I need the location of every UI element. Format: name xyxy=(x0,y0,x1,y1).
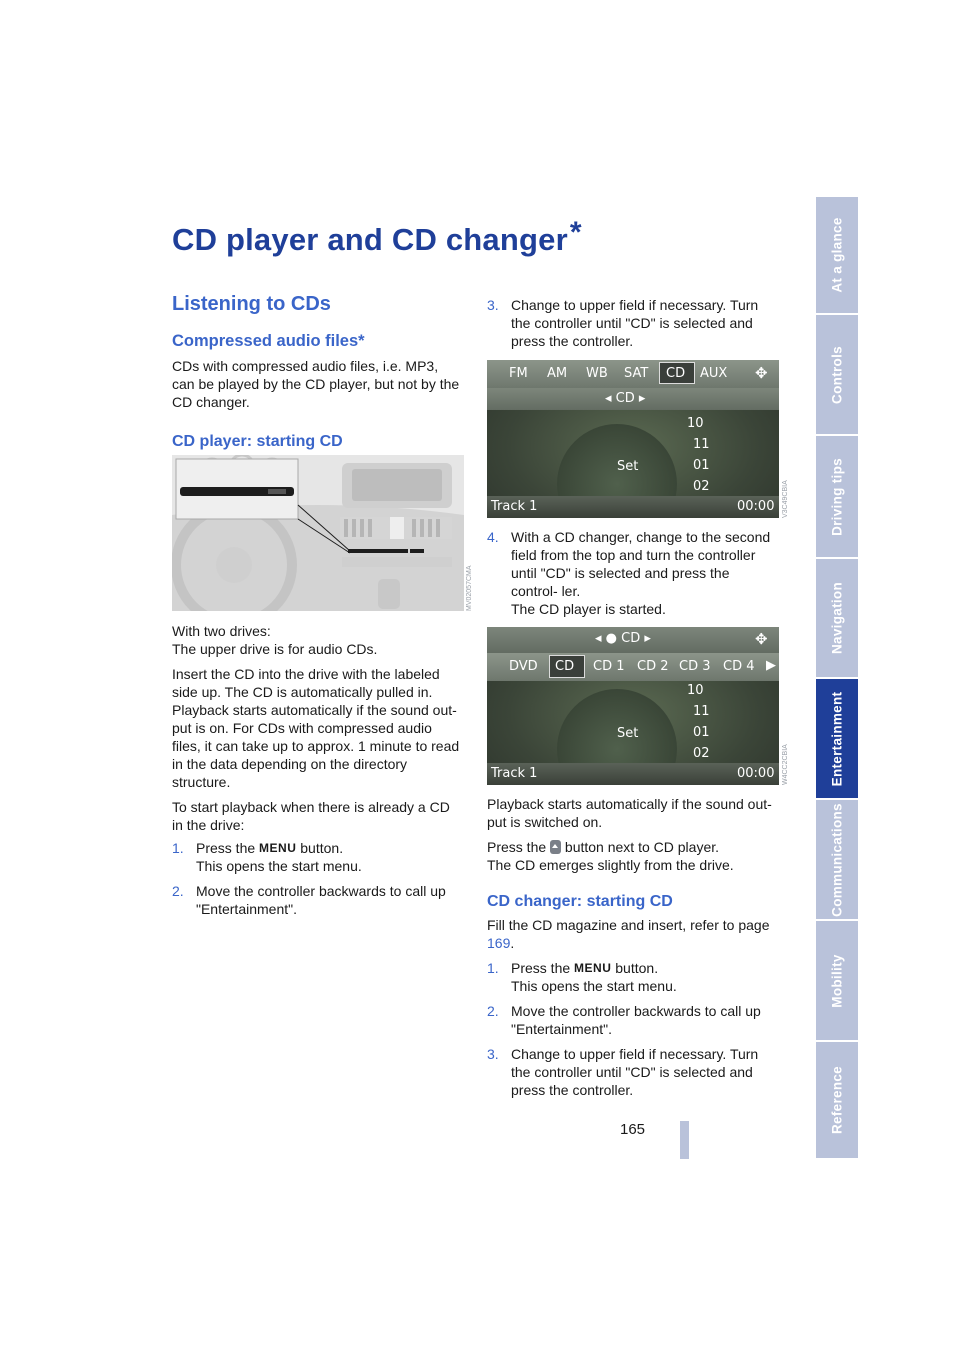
side-tab-index xyxy=(816,197,858,1160)
page-marker xyxy=(680,1121,689,1159)
side-tab-label: Navigation xyxy=(829,581,845,655)
set-label: Set xyxy=(617,459,639,474)
side-tab-controls[interactable] xyxy=(816,315,858,436)
nav-cd: ◂ ● CD ▸ xyxy=(595,631,651,646)
side-tab-communications[interactable] xyxy=(816,800,858,921)
paragraph-two-drives: With two drives: xyxy=(172,623,271,639)
right-step-3 xyxy=(487,296,779,350)
track-item: 02 xyxy=(693,479,710,494)
side-tab-navigation[interactable] xyxy=(816,559,858,679)
side-tab-label: At a glance xyxy=(829,217,845,293)
step-4: 4. With a CD changer, change to the second field from the top and turn the controller until "CD" is selected and press the control- ler. The CD player is started. xyxy=(487,529,771,617)
status-track: Track 1 xyxy=(491,499,538,514)
figure-code: W4CC2CBIA xyxy=(782,744,789,785)
dashboard-illustration xyxy=(172,455,464,611)
source-cd: CD xyxy=(555,659,575,674)
nav-right-arrow: ▸ xyxy=(638,391,646,406)
step-1: 1. Press the MENU button. This opens the start menu. xyxy=(172,840,362,874)
side-tab-at-a-glance[interactable] xyxy=(816,197,858,315)
page-link[interactable]: 169 xyxy=(487,935,511,951)
right-step-4 xyxy=(487,528,779,618)
side-tab-mobility[interactable] xyxy=(816,921,858,1042)
paragraph-emerges: The CD emerges slightly from the drive. xyxy=(487,857,734,873)
changer-step-3: 3. Change to upper field if necessary. Turn the controller until "CD" is selected and press the controller. xyxy=(487,1046,759,1098)
idrive-screen-2 xyxy=(487,627,779,785)
nav-right-arrow: ▸ xyxy=(644,631,651,646)
paragraph-compressed: CDs with compressed audio files, i.e. MP3, can be played by the CD player, but not by the CD changer. xyxy=(172,358,460,410)
source-wb: WB xyxy=(586,366,608,381)
title-asterisk: * xyxy=(569,216,582,249)
step-number: 2. xyxy=(172,883,184,899)
status-time: 00:00 xyxy=(737,499,775,514)
source-cd1: CD 1 xyxy=(593,659,625,674)
heading-cd-changer: CD changer: starting CD xyxy=(487,893,673,910)
status-time: 00:00 xyxy=(737,766,775,781)
figure-code: V3C49CBIA xyxy=(782,480,789,518)
controller-icon: ✥ xyxy=(755,364,768,382)
idrive-screen-1 xyxy=(487,360,779,518)
step-number: 1. xyxy=(487,960,499,976)
source-dvd: DVD xyxy=(509,659,538,674)
source-cd2: CD 2 xyxy=(637,659,669,674)
paragraph-playback-2: Playback starts automatically if the sound out- put is switched on. xyxy=(487,796,772,830)
step-number: 3. xyxy=(487,297,499,313)
source-am: AM xyxy=(547,366,568,381)
nav-cd: ◂ CD ▸ xyxy=(605,391,646,406)
step-number: 3. xyxy=(487,1046,499,1062)
track-item: 02 xyxy=(693,746,710,761)
controller-icon: ✥ xyxy=(755,630,768,648)
track-item: 10 xyxy=(687,416,704,431)
paragraph-fill: Fill the CD magazine and insert, refer to page 169. xyxy=(487,917,770,951)
paragraph-upper-drive: The upper drive is for audio CDs. xyxy=(172,641,378,657)
paragraph-playback: Playback starts automatically if the sound out- put is on. For CDs with compressed audio files, it can take up to approx. 1 minute to read in the data depending on the directory structure. xyxy=(172,702,460,790)
changer-step-1: 1. Press the MENU button. This opens the start menu. xyxy=(487,960,677,994)
track-item: 11 xyxy=(693,437,710,452)
heading-listening: Listening to CDs xyxy=(172,293,331,315)
side-tab-label: Communications xyxy=(829,802,845,917)
changer-step-2: 2. Move the controller backwards to call up "Entertainment". xyxy=(487,1003,761,1037)
source-fm: FM xyxy=(509,366,528,381)
source-cd4: CD 4 xyxy=(723,659,755,674)
left-column xyxy=(172,293,464,451)
set-label: Set xyxy=(617,726,639,741)
side-tab-entertainment[interactable] xyxy=(816,679,858,800)
heading-compressed: Compressed audio files* xyxy=(172,332,365,350)
eject-button-icon xyxy=(550,840,561,854)
side-tab-label: Controls xyxy=(829,345,845,404)
side-tab-reference[interactable] xyxy=(816,1042,858,1160)
side-tab-label: Reference xyxy=(829,1066,845,1134)
status-track: Track 1 xyxy=(491,766,538,781)
track-item: 10 xyxy=(687,683,704,698)
right-column-lower xyxy=(487,795,779,1099)
heading-cd-player: CD player: starting CD xyxy=(172,433,343,450)
step-number: 2. xyxy=(487,1003,499,1019)
side-tab-label: Mobility xyxy=(829,953,845,1008)
side-tab-driving-tips[interactable] xyxy=(816,436,858,559)
page-number: 165 xyxy=(620,1121,646,1138)
source-cd3: CD 3 xyxy=(679,659,711,674)
step-2: 2. Move the controller backwards to call up "Entertainment". xyxy=(172,883,446,917)
step-number: 4. xyxy=(487,529,499,545)
step-number: 1. xyxy=(172,840,184,856)
track-item: 01 xyxy=(693,458,710,473)
left-column-lower xyxy=(172,622,464,918)
track-item: 11 xyxy=(693,704,710,719)
side-tab-label: Entertainment xyxy=(829,691,845,786)
disc-icon: ● xyxy=(605,631,618,646)
nav-left-arrow: ◂ xyxy=(605,391,612,406)
track-item: 01 xyxy=(693,725,710,740)
source-cd: CD xyxy=(666,366,686,381)
figure-code: MV02057CMA xyxy=(466,565,473,611)
nav-left-arrow: ◂ xyxy=(595,631,602,646)
more-arrow-icon: ▶ xyxy=(766,658,776,673)
paragraph-insert: Insert the CD into the drive with the labeled side up. The CD is automatically pulled in. xyxy=(172,666,440,700)
step-3: 3. Change to upper field if necessary. Turn the controller until "CD" is selected and press the controller. xyxy=(487,297,759,349)
menu-key-icon: MENU xyxy=(259,841,297,855)
side-tab-label: Driving tips xyxy=(829,457,845,536)
paragraph-start: To start playback when there is already a CD in the drive: xyxy=(172,799,450,833)
page-title: CD player and CD changer* xyxy=(172,216,582,257)
source-sat: SAT xyxy=(624,366,649,381)
menu-key-icon: MENU xyxy=(574,961,612,975)
source-aux: AUX xyxy=(700,366,728,381)
paragraph-press-eject: Press the button next to CD player. xyxy=(487,839,720,855)
